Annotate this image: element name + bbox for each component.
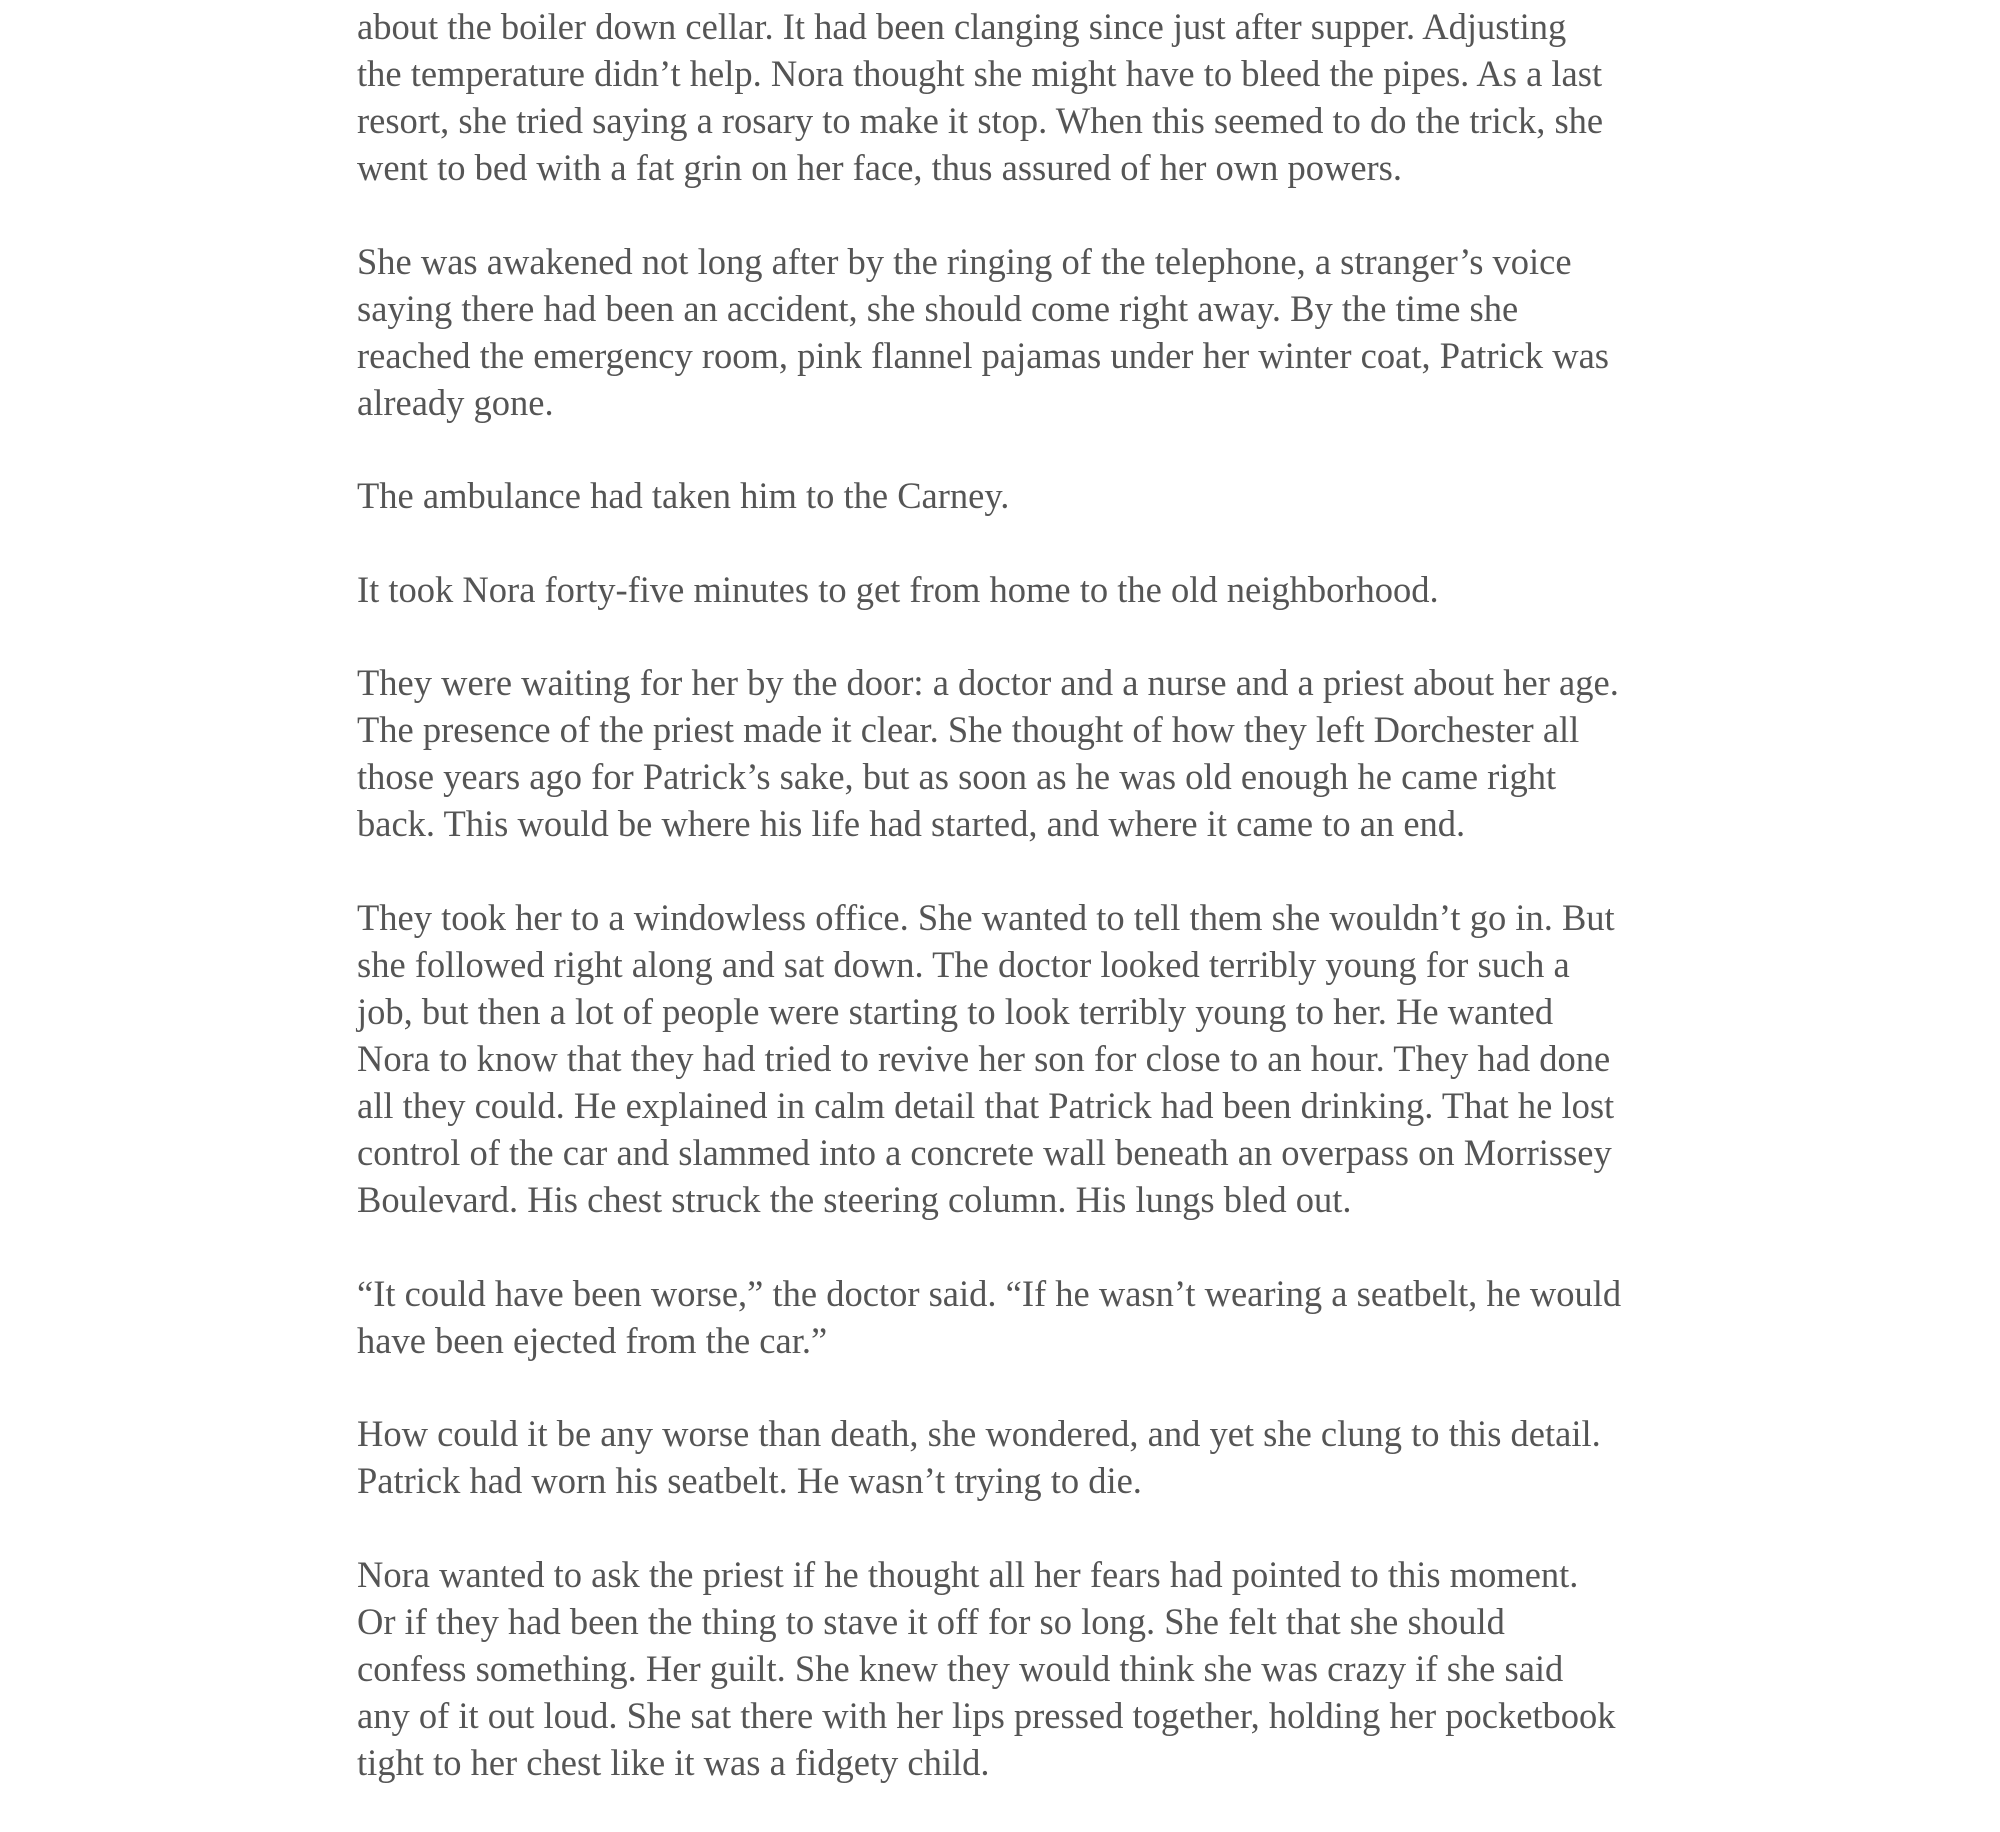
paragraph [357, 472, 1677, 519]
paragraph [357, 566, 1677, 613]
text-line: “It could have been worse,” the doctor said. “If he wasn’t wearing a seatbelt, he would [357, 1272, 1622, 1314]
text-line: already gone. [357, 381, 554, 423]
text-line: she followed right along and sat down. The doctor looked terribly young for such a [357, 943, 1570, 985]
paragraph [357, 1410, 1677, 1504]
text-line: back. This would be where his life had started, and where it came to an end. [357, 803, 1466, 845]
paragraph [357, 894, 1677, 1223]
document-page [357, 0, 1677, 1832]
text-line: The ambulance had taken him to the Carney. [357, 475, 1010, 517]
text-line: It took Nora forty-five minutes to get from home to the old neighborhood. [357, 568, 1439, 610]
text-line: She was awakened not long after by the ringing of the telephone, a stranger’s voice [357, 240, 1572, 282]
paragraph [357, 238, 1677, 426]
text-line: The presence of the priest made it clear. She thought of how they left Dorchester all [357, 709, 1580, 751]
text-line: reached the emergency room, pink flannel pajamas under her winter coat, Patrick was [357, 334, 1609, 376]
text-line: Nora wanted to ask the priest if he thought all her fears had pointed to this moment. [357, 1553, 1579, 1595]
text-line: How could it be any worse than death, she wondered, and yet she clung to this detail. [357, 1413, 1601, 1455]
text-line: any of it out loud. She sat there with her lips pressed together, holding her pocketbook [357, 1694, 1616, 1736]
paragraph [357, 1551, 1677, 1786]
text-line: resort, she tried saying a rosary to make it stop. When this seemed to do the trick, she [357, 100, 1604, 141]
text-line: They were waiting for her by the door: a doctor and a nurse and a priest about her age. [357, 662, 1619, 704]
text-line: confess something. Her guilt. She knew they would think she was crazy if she said [357, 1647, 1564, 1689]
text-line: They took her to a windowless office. She wanted to tell them she wouldn’t go in. But [357, 896, 1615, 938]
paragraph [357, 1270, 1677, 1364]
text-line: the temperature didn’t help. Nora thought she might have to bleed the pipes. As a last [357, 53, 1603, 94]
text-line: tight to her chest like it was a fidgety child. [357, 1741, 990, 1783]
text-line: Nora to know that they had tried to revive her son for close to an hour. They had done [357, 1037, 1611, 1079]
text-line: about the boiler down cellar. It had been clanging since just after supper. Adjusting [357, 6, 1567, 47]
text-line: control of the car and slammed into a concrete wall beneath an overpass on Morrissey [357, 1131, 1612, 1173]
text-line: have been ejected from the car.” [357, 1319, 828, 1361]
text-line: Patrick had worn his seatbelt. He wasn’t trying to die. [357, 1460, 1142, 1502]
text-line: saying there had been an accident, she should come right away. By the time she [357, 287, 1519, 329]
text-line: Boulevard. His chest struck the steering column. His lungs bled out. [357, 1178, 1352, 1220]
paragraph [357, 3, 1677, 191]
text-line: those years ago for Patrick’s sake, but as soon as he was old enough he came right [357, 756, 1557, 798]
text-line: all they could. He explained in calm detail that Patrick had been drinking. That he lost [357, 1084, 1615, 1126]
text-line: Or if they had been the thing to stave it off for so long. She felt that she should [357, 1600, 1505, 1642]
text-line: job, but then a lot of people were starting to look terribly young to her. He wanted [357, 990, 1554, 1032]
text-line: went to bed with a fat grin on her face, thus assured of her own powers. [357, 147, 1403, 188]
paragraph [357, 659, 1677, 847]
